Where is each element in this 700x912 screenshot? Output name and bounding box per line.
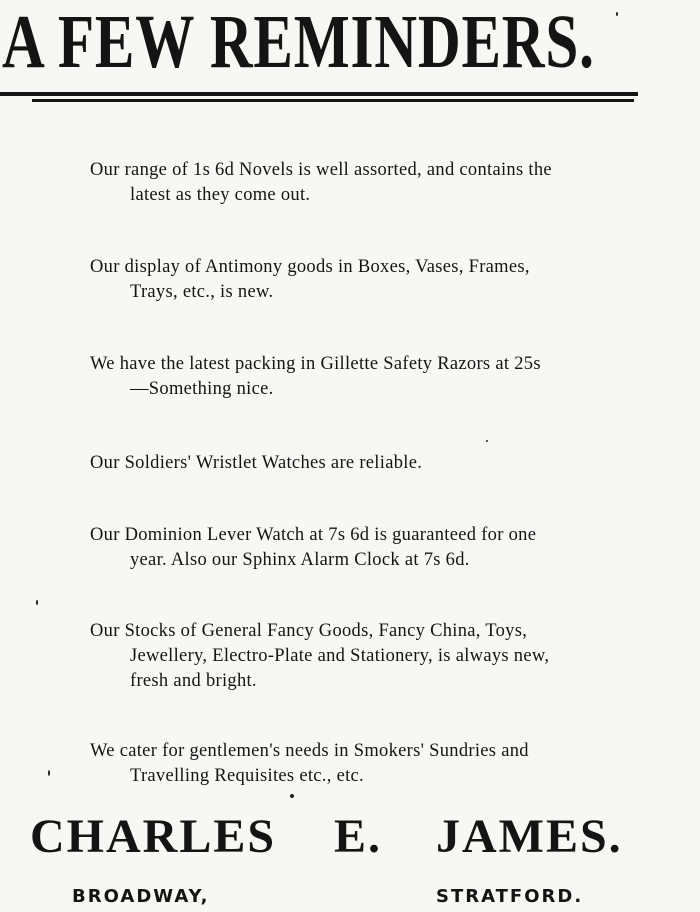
reminder-line: Trays, etc., is new.	[130, 282, 274, 302]
reminder-line: latest as they come out.	[130, 185, 311, 205]
reminder-razors	[90, 352, 700, 402]
reminder-line: Our Dominion Lever Watch at 7s 6d is guaranteed for one	[90, 525, 537, 545]
merchant-first-name: CHARLES	[30, 810, 277, 863]
print-speck	[36, 600, 38, 605]
address-town: STRATFORD.	[436, 886, 584, 907]
headline-rule-thick	[0, 92, 638, 96]
print-speck	[486, 440, 488, 442]
reminder-line: —Something nice.	[130, 379, 274, 399]
merchant-name	[30, 804, 690, 870]
merchant-initial: E.	[334, 810, 383, 863]
reminder-line: Our Soldiers' Wristlet Watches are reliable.	[90, 453, 423, 473]
reminder-line: Our range of 1s 6d Novels is well assorted, and contains the	[90, 160, 552, 180]
reminder-wristlet-watches	[90, 451, 700, 476]
reminder-line: We have the latest packing in Gillette Safety Razors at 25s	[90, 354, 541, 374]
print-speck	[616, 12, 618, 16]
headline-rule-thin	[32, 99, 634, 102]
reminder-novels	[90, 158, 700, 208]
reminder-smokers-sundries	[90, 739, 700, 789]
print-speck	[290, 794, 294, 798]
merchant-last-name: JAMES.	[436, 810, 623, 863]
print-speck	[48, 770, 50, 776]
reminder-antimony	[90, 255, 700, 305]
reminder-fancy-goods	[90, 619, 700, 694]
reminder-line: year. Also our Sphinx Alarm Clock at 7s 6d.	[130, 550, 470, 570]
reminder-line: Our Stocks of General Fancy Goods, Fancy China, Toys,	[90, 621, 528, 641]
reminder-dominion-watch	[90, 523, 700, 573]
address-street: BROADWAY,	[72, 886, 210, 907]
headline: A FEW REMINDERS.	[2, 0, 595, 84]
reminder-line: We cater for gentlemen's needs in Smokers' Sundries and	[90, 741, 529, 761]
reminder-line: fresh and bright.	[130, 671, 257, 691]
reminder-line: Our display of Antimony goods in Boxes, Vases, Frames,	[90, 257, 530, 277]
reminder-line: Travelling Requisites etc., etc.	[130, 766, 364, 786]
reminder-line: Jewellery, Electro-Plate and Stationery, is always new,	[130, 646, 550, 666]
